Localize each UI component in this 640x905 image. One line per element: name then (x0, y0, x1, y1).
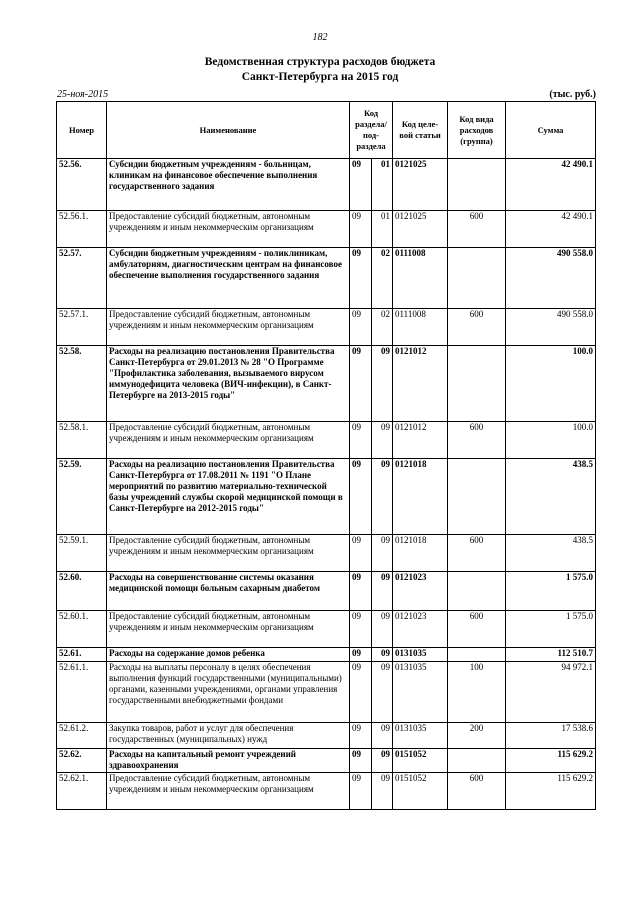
row-number: 52.59. (57, 459, 107, 535)
row-target-code: 0121023 (393, 572, 448, 611)
row-section-code: 09 (350, 535, 372, 572)
table-row (57, 159, 596, 211)
row-section-code: 09 (350, 422, 372, 459)
row-subsection-code: 09 (372, 459, 393, 535)
row-sum: 100.0 (506, 346, 596, 422)
header-sum: Сумма (506, 102, 596, 159)
document-date: 25-ноя-2015 (57, 89, 109, 100)
row-target-code: 0121025 (393, 211, 448, 248)
row-sum: 115 629.2 (506, 773, 596, 810)
page-number: 182 (312, 32, 328, 43)
row-name: Расходы на реализацию постановления Правительства Санкт-Петербурга от 17.08.2011 № 1191 "О Плане мероприятий по развитию материально-технической базы учреждений службы скорой медицинской помощи в Санкт-Петербурге на 2012-2015 годы" (107, 459, 350, 535)
row-number: 52.58.1. (57, 422, 107, 459)
row-subsection-code: 09 (372, 346, 393, 422)
table-row (57, 211, 596, 248)
row-subsection-code: 02 (372, 248, 393, 309)
row-number: 52.57.1. (57, 309, 107, 346)
row-expense-kind (448, 159, 506, 211)
row-expense-kind (448, 749, 506, 773)
row-name: Расходы на содержание домов ребенка (107, 648, 350, 662)
row-sum: 1 575.0 (506, 611, 596, 648)
table-row (57, 773, 596, 810)
row-section-code: 09 (350, 459, 372, 535)
row-section-code: 09 (350, 572, 372, 611)
row-name: Расходы на капитальный ремонт учреждений здравоохранения (107, 749, 350, 773)
row-name: Предоставление субсидий бюджетным, автономным учреждениям и иным некоммерческим организациям (107, 535, 350, 572)
table-body (57, 159, 596, 810)
row-sum: 1 575.0 (506, 572, 596, 611)
row-expense-kind: 600 (448, 309, 506, 346)
header-section: Код раздела/ под- раздела (350, 102, 393, 159)
currency-unit: (тыс. руб.) (549, 89, 596, 100)
row-subsection-code: 09 (372, 648, 393, 662)
table-row (57, 648, 596, 662)
row-target-code: 0131035 (393, 723, 448, 749)
row-number: 52.61.1. (57, 662, 107, 723)
table-row (57, 309, 596, 346)
table-row (57, 248, 596, 309)
row-sum: 438.5 (506, 459, 596, 535)
row-target-code: 0151052 (393, 773, 448, 810)
row-target-code: 0121012 (393, 346, 448, 422)
row-section-code: 09 (350, 773, 372, 810)
row-sum: 42 490.1 (506, 211, 596, 248)
row-expense-kind: 600 (448, 535, 506, 572)
row-number: 52.57. (57, 248, 107, 309)
row-target-code: 0121012 (393, 422, 448, 459)
row-name: Предоставление субсидий бюджетным, автономным учреждениям и иным некоммерческим организациям (107, 773, 350, 810)
row-expense-kind (448, 648, 506, 662)
row-name: Предоставление субсидий бюджетным, автономным учреждениям и иным некоммерческим организациям (107, 422, 350, 459)
header-name: Наименование (107, 102, 350, 159)
row-subsection-code: 09 (372, 535, 393, 572)
row-section-code: 09 (350, 211, 372, 248)
row-expense-kind: 600 (448, 422, 506, 459)
row-expense-kind: 100 (448, 662, 506, 723)
row-section-code: 09 (350, 749, 372, 773)
row-section-code: 09 (350, 346, 372, 422)
row-subsection-code: 09 (372, 611, 393, 648)
row-name: Предоставление субсидий бюджетным, автономным учреждениям и иным некоммерческим организациям (107, 611, 350, 648)
table-row (57, 535, 596, 572)
row-section-code: 09 (350, 159, 372, 211)
row-expense-kind: 600 (448, 773, 506, 810)
row-number: 52.59.1. (57, 535, 107, 572)
row-target-code: 0111008 (393, 309, 448, 346)
row-section-code: 09 (350, 662, 372, 723)
row-expense-kind (448, 572, 506, 611)
row-target-code: 0121018 (393, 535, 448, 572)
row-target-code: 0131035 (393, 648, 448, 662)
row-section-code: 09 (350, 611, 372, 648)
row-subsection-code: 01 (372, 211, 393, 248)
row-expense-kind: 200 (448, 723, 506, 749)
row-number: 52.62.1. (57, 773, 107, 810)
row-expense-kind (448, 459, 506, 535)
row-name: Расходы на реализацию постановления Правительства Санкт-Петербурга от 29.01.2013 № 28 "О Программе "Профилактика заболевания, вызываемого вирусом иммунодефицита человека (ВИЧ-инфекции), в Санкт-Петербурге на 2013-2015 годы" (107, 346, 350, 422)
document-title (0, 55, 640, 85)
row-number: 52.56.1. (57, 211, 107, 248)
row-target-code: 0131035 (393, 662, 448, 723)
row-subsection-code: 09 (372, 723, 393, 749)
header-target: Код целе- вой статьи (393, 102, 448, 159)
row-number: 52.62. (57, 749, 107, 773)
row-number: 52.61. (57, 648, 107, 662)
row-section-code: 09 (350, 723, 372, 749)
title-line-1: Ведомственная структура расходов бюджета (204, 56, 436, 68)
row-target-code: 0121018 (393, 459, 448, 535)
row-sum: 490 558.0 (506, 248, 596, 309)
row-sum: 115 629.2 (506, 749, 596, 773)
row-sum: 112 510.7 (506, 648, 596, 662)
row-subsection-code: 02 (372, 309, 393, 346)
row-name: Предоставление субсидий бюджетным, автономным учреждениям и иным некоммерческим организациям (107, 309, 350, 346)
row-number: 52.60.1. (57, 611, 107, 648)
row-name: Субсидии бюджетным учреждениям - больницам, клиникам на финансовое обеспечение выполнения государственного задания (107, 159, 350, 211)
table-row (57, 749, 596, 773)
row-sum: 490 558.0 (506, 309, 596, 346)
row-sum: 100.0 (506, 422, 596, 459)
row-number: 52.60. (57, 572, 107, 611)
row-section-code: 09 (350, 309, 372, 346)
row-number: 52.61.2. (57, 723, 107, 749)
row-sum: 42 490.1 (506, 159, 596, 211)
row-name: Предоставление субсидий бюджетным, автономным учреждениям и иным некоммерческим организациям (107, 211, 350, 248)
table-row (57, 572, 596, 611)
table-row (57, 422, 596, 459)
row-target-code: 0121025 (393, 159, 448, 211)
row-target-code: 0121023 (393, 611, 448, 648)
title-line-2: Санкт-Петербурга на 2015 год (241, 71, 399, 83)
row-number: 52.56. (57, 159, 107, 211)
table-row (57, 346, 596, 422)
row-expense-kind (448, 248, 506, 309)
row-subsection-code: 09 (372, 572, 393, 611)
row-name: Расходы на совершенствование системы оказания медицинской помощи больным сахарным диабетом (107, 572, 350, 611)
row-subsection-code: 09 (372, 773, 393, 810)
row-section-code: 09 (350, 248, 372, 309)
table-header-row (57, 102, 596, 159)
budget-table (56, 101, 596, 810)
table-row (57, 723, 596, 749)
row-expense-kind: 600 (448, 611, 506, 648)
table-row (57, 611, 596, 648)
row-name: Расходы на выплаты персоналу в целях обеспечения выполнения функций государственными (муниципальными) органами, казенными учреждениями, органами управления государственными внебюджетными фондами (107, 662, 350, 723)
table-row (57, 662, 596, 723)
row-name: Закупка товаров, работ и услуг для обеспечения государственных (муниципальных) нужд (107, 723, 350, 749)
row-subsection-code: 01 (372, 159, 393, 211)
row-subsection-code: 09 (372, 749, 393, 773)
row-target-code: 0151052 (393, 749, 448, 773)
row-expense-kind (448, 346, 506, 422)
row-subsection-code: 09 (372, 662, 393, 723)
header-number: Номер (57, 102, 107, 159)
table-row (57, 459, 596, 535)
row-target-code: 0111008 (393, 248, 448, 309)
row-number: 52.58. (57, 346, 107, 422)
row-name: Субсидии бюджетным учреждениям - поликлиникам, амбулаториям, диагностическим центрам на финансовое обеспечение выполнения государственного задания (107, 248, 350, 309)
header-kind: Код вида расходов (группа) (448, 102, 506, 159)
row-section-code: 09 (350, 648, 372, 662)
row-sum: 17 538.6 (506, 723, 596, 749)
row-subsection-code: 09 (372, 422, 393, 459)
row-expense-kind: 600 (448, 211, 506, 248)
row-sum: 94 972.1 (506, 662, 596, 723)
row-sum: 438.5 (506, 535, 596, 572)
